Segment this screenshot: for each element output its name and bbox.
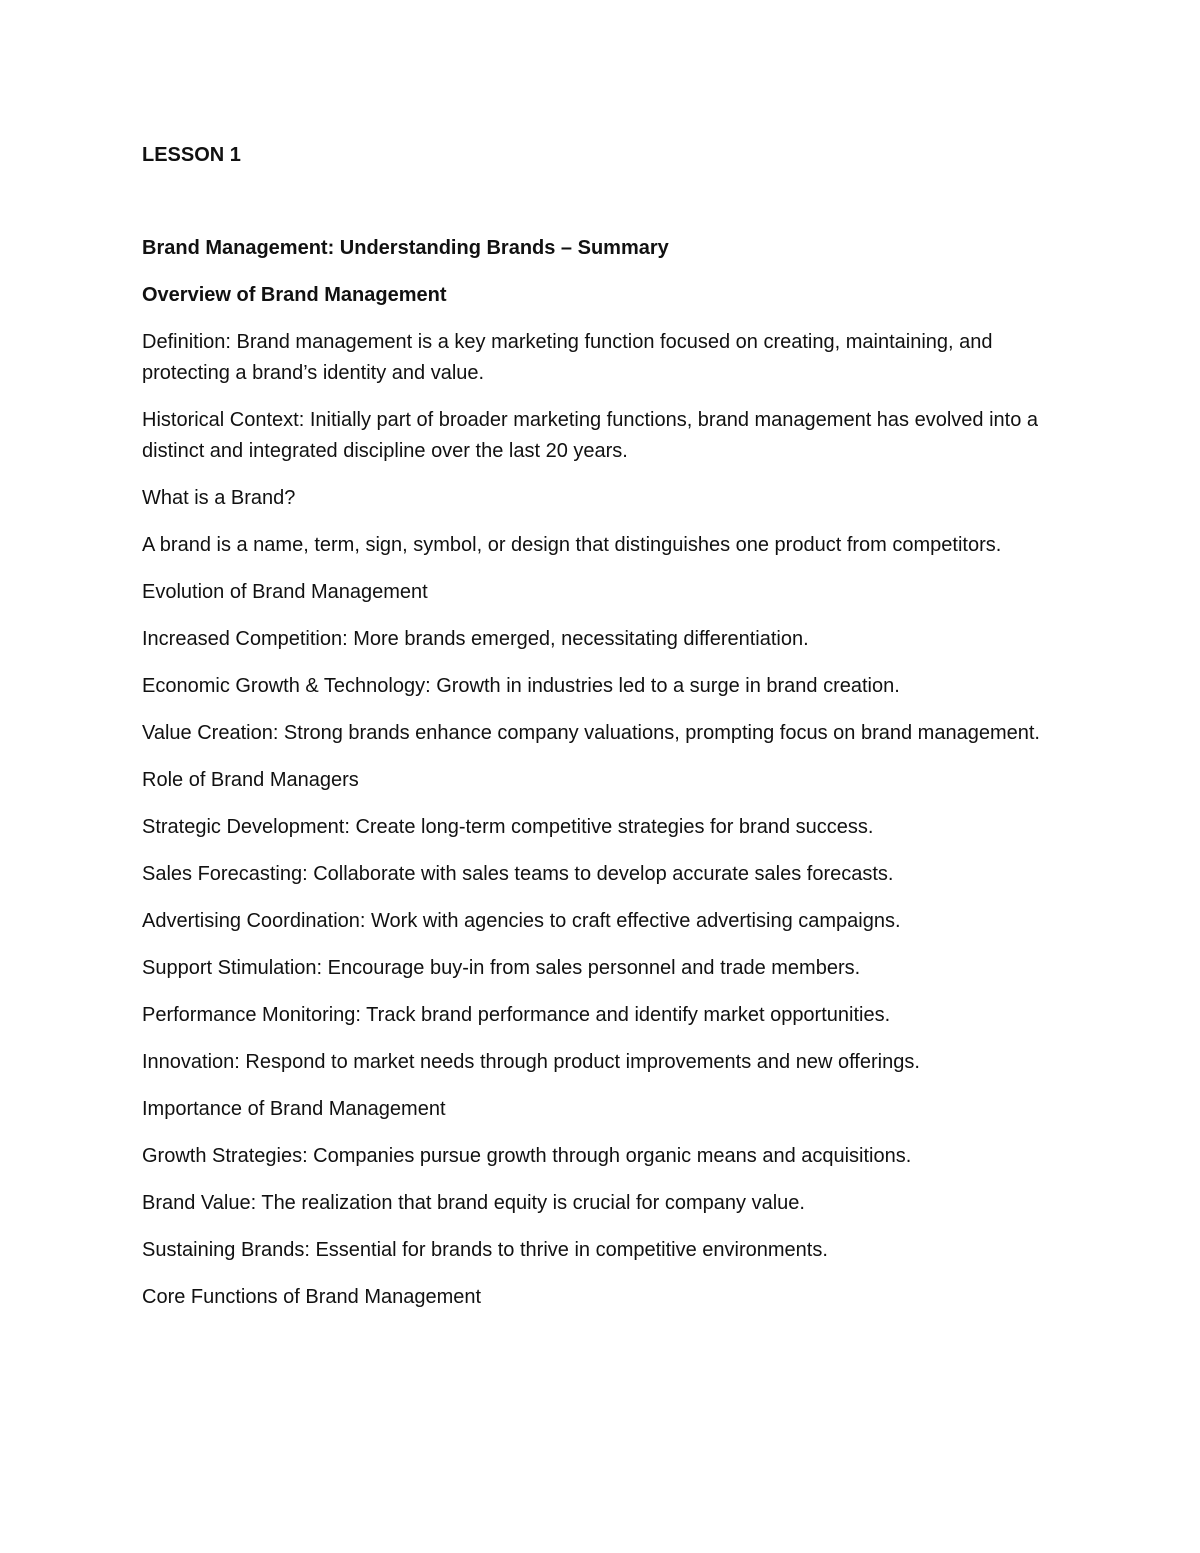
paragraph-growth-strategies: Growth Strategies: Companies pursue growth through organic means and acquisitions. (142, 1145, 912, 1167)
paragraph-brand-definition: A brand is a name, term, sign, symbol, or design that distinguishes one product from competitors. (142, 534, 1002, 556)
paragraph-economic-growth: Economic Growth & Technology: Growth in industries led to a surge in brand creation. (142, 675, 900, 697)
document-title: Brand Management: Understanding Brands – Summary (142, 237, 669, 259)
paragraph-strategic-development: Strategic Development: Create long-term competitive strategies for brand success. (142, 816, 874, 838)
paragraph-performance-monitoring: Performance Monitoring: Track brand performance and identify market opportunities. (142, 1004, 891, 1026)
paragraph-support-stimulation: Support Stimulation: Encourage buy-in from sales personnel and trade members. (142, 957, 861, 979)
paragraph-sales-forecasting: Sales Forecasting: Collaborate with sales teams to develop accurate sales forecasts. (142, 863, 894, 885)
paragraph-value-creation: Value Creation: Strong brands enhance company valuations, prompting focus on brand management. (142, 722, 1040, 744)
lesson-heading: LESSON 1 (142, 144, 241, 166)
paragraph-core-functions-heading: Core Functions of Brand Management (142, 1286, 482, 1308)
section-heading: Overview of Brand Management (142, 284, 447, 306)
paragraph-definition: Definition: Brand management is a key marketing function focused on creating, maintaining, and protecting a brand’s identity and value. (142, 331, 993, 384)
paragraph-role-heading: Role of Brand Managers (142, 769, 359, 791)
paragraph-innovation: Innovation: Respond to market needs through product improvements and new offerings. (142, 1051, 920, 1073)
paragraph-increased-competition: Increased Competition: More brands emerged, necessitating differentiation. (142, 628, 809, 650)
paragraph-historical-context: Historical Context: Initially part of broader marketing functions, brand management has evolved into a distinct and integrated discipline over the last 20 years. (142, 409, 1039, 462)
paragraph-advertising-coordination: Advertising Coordination: Work with agencies to craft effective advertising campaigns. (142, 910, 901, 932)
paragraph-sustaining-brands: Sustaining Brands: Essential for brands to thrive in competitive environments. (142, 1239, 828, 1261)
paragraph-evolution-heading: Evolution of Brand Management (142, 581, 428, 603)
paragraph-brand-value: Brand Value: The realization that brand equity is crucial for company value. (142, 1192, 805, 1214)
paragraph-importance-heading: Importance of Brand Management (142, 1098, 446, 1120)
document-body (142, 140, 1042, 1313)
paragraph-list (142, 327, 1042, 1313)
paragraph-what-is-brand: What is a Brand? (142, 487, 296, 509)
